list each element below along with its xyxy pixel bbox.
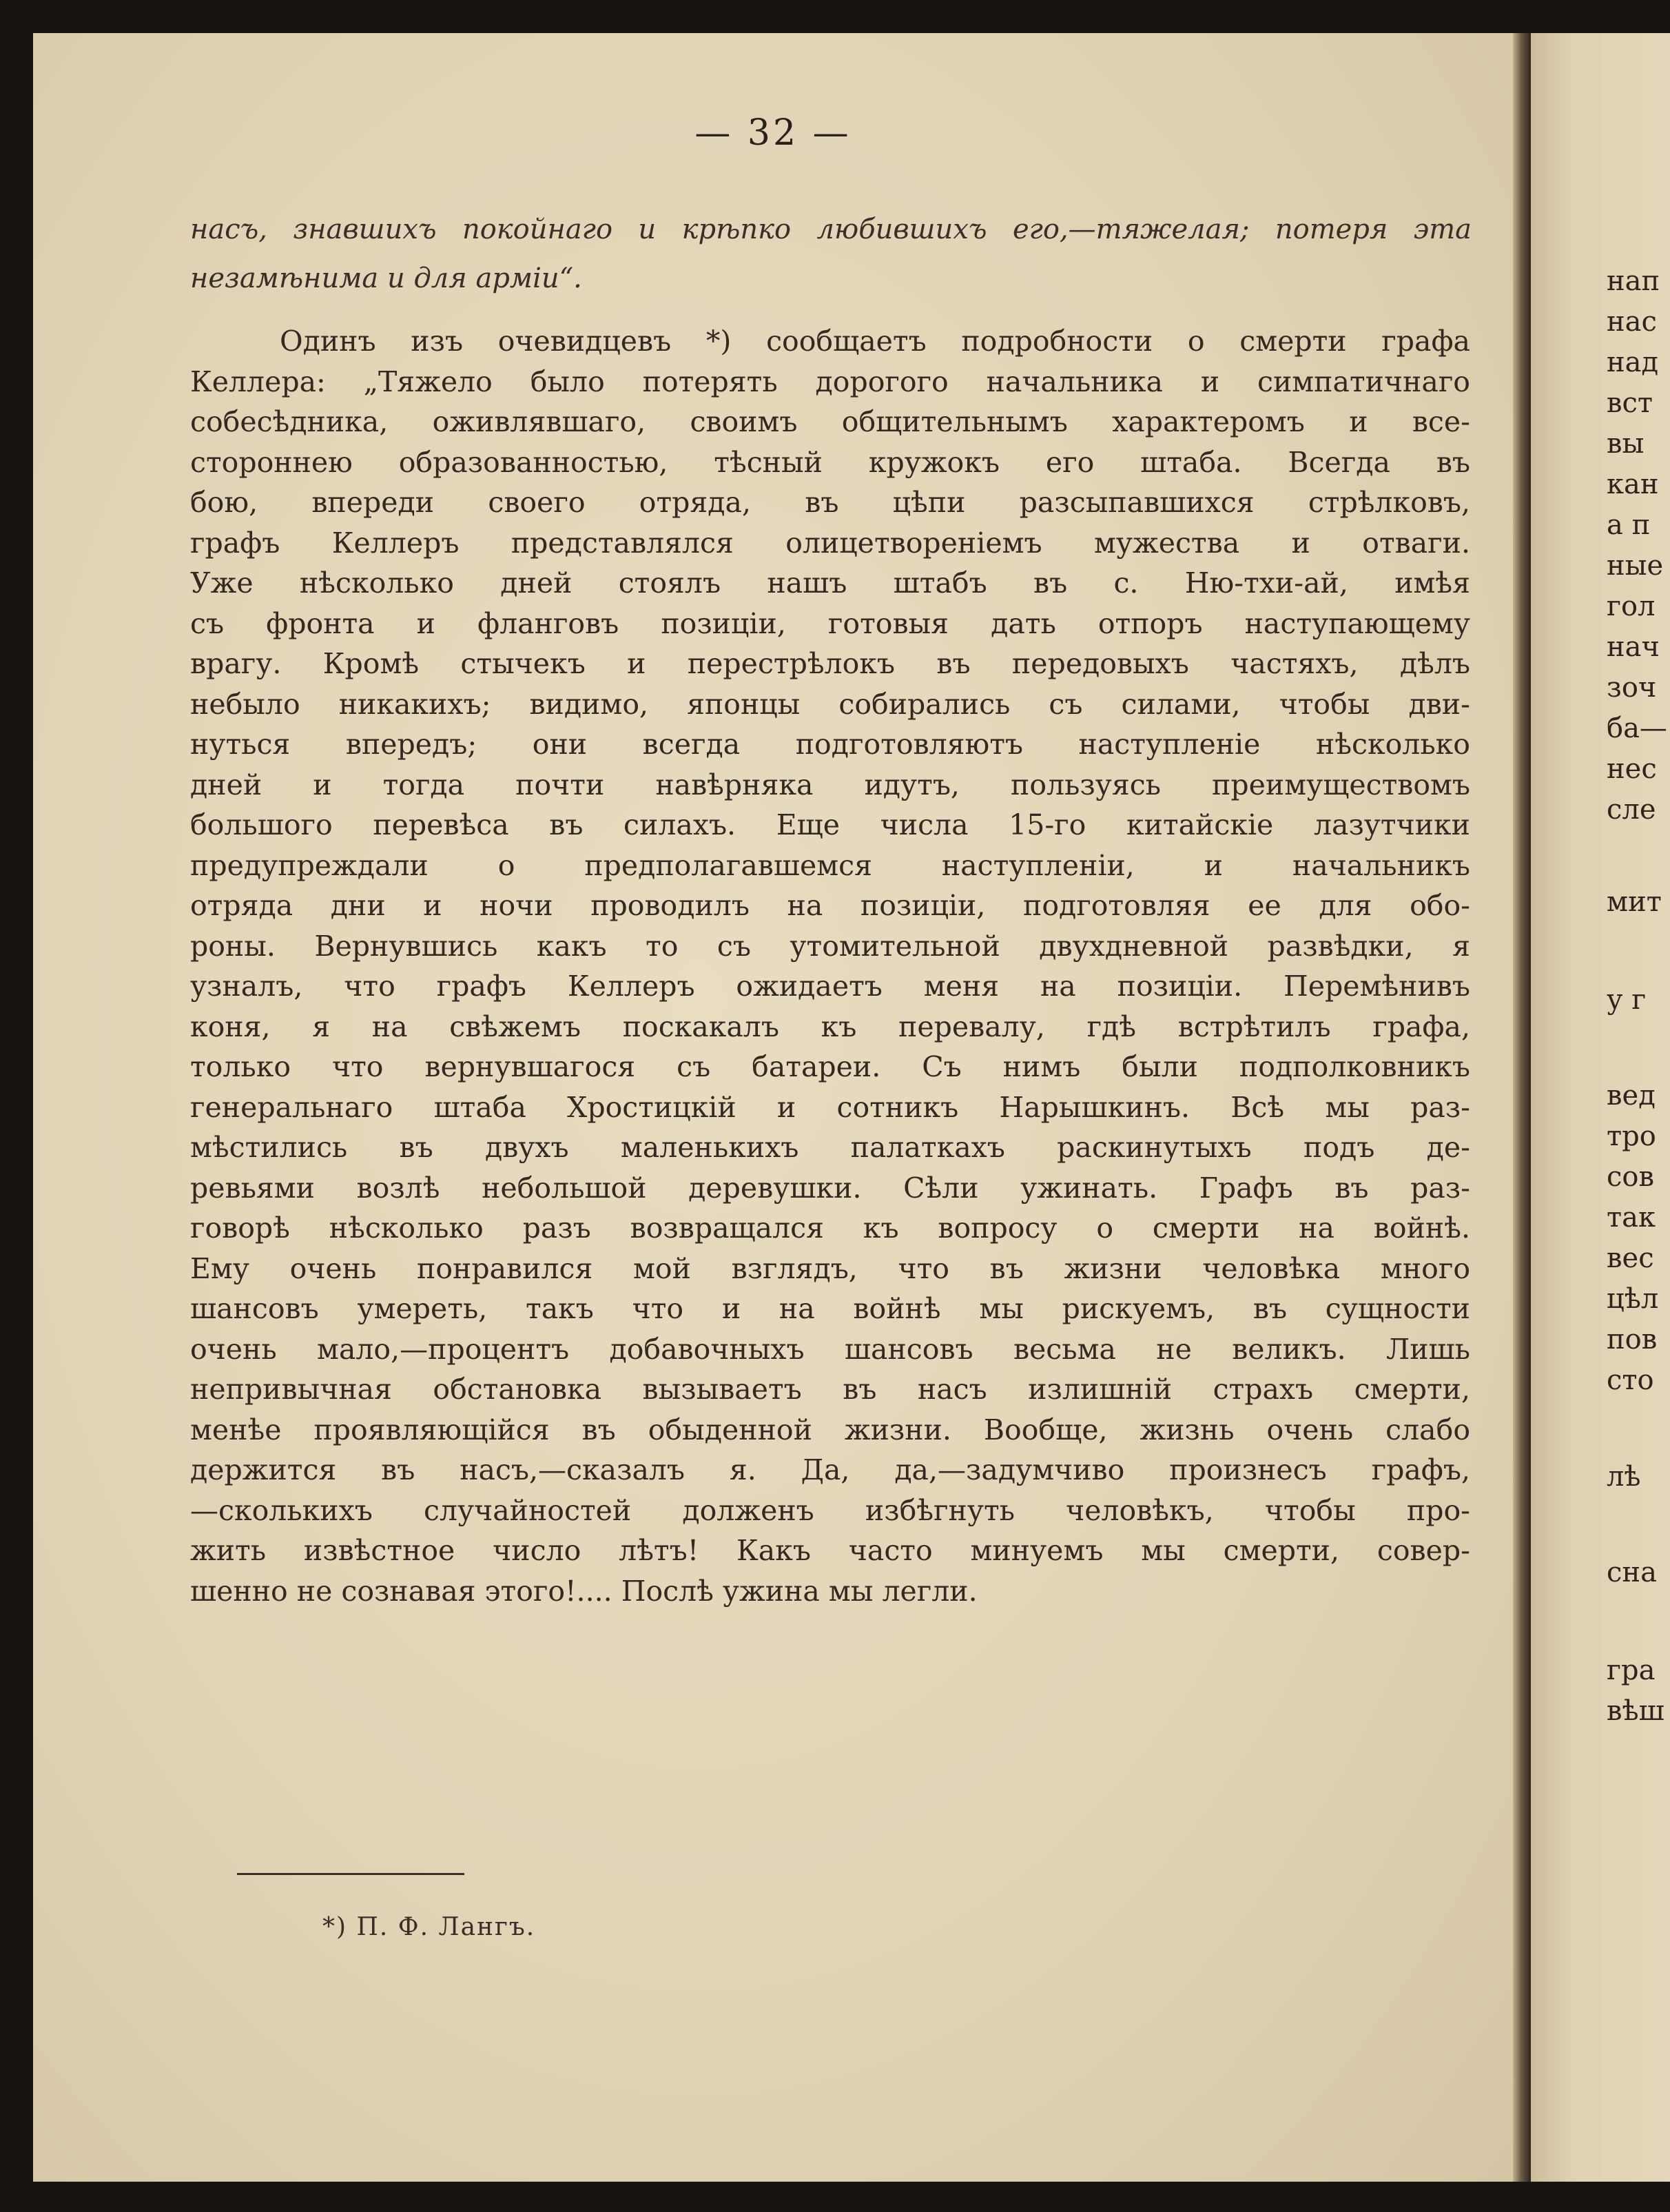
quote-line: незамѣнима и для арміи“. bbox=[190, 263, 582, 294]
facing-line-fragment: зоч bbox=[1607, 672, 1657, 704]
body-line: Одинъ изъ очевидцевъ *) сообщаетъ подробности о смерти графа bbox=[280, 325, 1470, 358]
book-gutter bbox=[1513, 33, 1531, 2182]
body-line: Уже нѣсколько дней стоялъ нашъ штабъ въ с. Ню-тхи-ай, имѣя bbox=[190, 566, 1470, 600]
footnote-divider bbox=[237, 1873, 464, 1875]
body-line: врагу. Кромѣ стычекъ и перестрѣлокъ въ передовыхъ частяхъ, дѣлъ bbox=[190, 647, 1470, 680]
facing-line-fragment: сна bbox=[1607, 1557, 1657, 1588]
facing-line-fragment: нап bbox=[1607, 265, 1660, 297]
quote-line: насъ, знавшихъ покойнаго и крѣпко любившихъ его,—тяжелая; потеря эта bbox=[190, 214, 1472, 245]
body-line: роны. Вернувшись какъ то съ утомительной двухдневной развѣдки, я bbox=[190, 929, 1470, 963]
facing-line-fragment: кан bbox=[1607, 469, 1659, 500]
body-line: нуться впередъ; они всегда подготовляютъ наступленіе нѣсколько bbox=[190, 728, 1470, 761]
facing-line-fragment: гол bbox=[1607, 591, 1656, 622]
body-line: очень мало,—процентъ добавочныхъ шансовъ весьма не великъ. Лишь bbox=[190, 1332, 1470, 1366]
body-line: говорѣ нѣсколько разъ возвращался къ вопросу о смерти на войнѣ. bbox=[190, 1211, 1470, 1245]
body-line: стороннею образованностью, тѣсный кружокъ его штаба. Всегда въ bbox=[190, 445, 1470, 479]
facing-line-fragment: цѣл bbox=[1607, 1283, 1659, 1315]
facing-line-fragment: а п bbox=[1607, 509, 1651, 541]
facing-line-fragment: сто bbox=[1607, 1364, 1654, 1396]
facing-page bbox=[1531, 33, 1670, 2182]
body-line: графъ Келлеръ представлялся олицетвореніемъ мужества и отваги. bbox=[190, 526, 1470, 560]
body-line: жить извѣстное число лѣтъ! Какъ часто минуемъ мы смерти, совер- bbox=[190, 1534, 1470, 1567]
quote-paragraph bbox=[190, 205, 1472, 303]
left-page bbox=[33, 33, 1513, 2182]
body-line: —сколькихъ случайностей долженъ избѣгнуть человѣкъ, чтобы про- bbox=[190, 1493, 1470, 1527]
body-line: съ фронта и фланговъ позиціи, готовыя дать отпоръ наступающему bbox=[190, 606, 1470, 640]
body-line: небыло никакихъ; видимо, японцы собирались съ силами, чтобы дви- bbox=[190, 687, 1470, 721]
body-line: ревьями возлѣ небольшой деревушки. Сѣли ужинать. Графъ въ раз- bbox=[190, 1171, 1470, 1205]
page-number: — 32 — bbox=[694, 112, 852, 154]
facing-line-fragment: пов bbox=[1607, 1324, 1658, 1355]
facing-line-fragment: нас bbox=[1607, 306, 1657, 338]
body-line: непривычная обстановка вызываетъ въ насъ излишній страхъ смерти, bbox=[190, 1373, 1470, 1406]
facing-line-fragment: лѣ bbox=[1607, 1461, 1641, 1493]
facing-line-fragment: ные bbox=[1607, 550, 1664, 582]
body-line: держится въ насъ,—сказалъ я. Да, да,—задумчиво произнесъ графъ, bbox=[190, 1453, 1470, 1486]
footnote: *) П. Ф. Лангъ. bbox=[322, 1913, 536, 1941]
facing-line-fragment: вед bbox=[1607, 1080, 1656, 1112]
facing-line-fragment: сле bbox=[1607, 794, 1656, 826]
body-line: менѣе проявляющійся въ обыденной жизни. Вообще, жизнь очень слабо bbox=[190, 1413, 1470, 1446]
facing-line-fragment: так bbox=[1607, 1202, 1656, 1233]
facing-line-fragment: вес bbox=[1607, 1242, 1654, 1274]
body-line: Ему очень понравился мой взглядъ, что въ жизни человѣка много bbox=[190, 1251, 1470, 1285]
facing-line-fragment: нес bbox=[1607, 753, 1657, 785]
facing-line-fragment: нач bbox=[1607, 631, 1660, 663]
facing-line-fragment: над bbox=[1607, 347, 1659, 378]
facing-line-fragment: сов bbox=[1607, 1161, 1655, 1193]
body-paragraph bbox=[190, 321, 1470, 1611]
body-line: собесѣдника, оживлявшаго, своимъ общительнымъ характеромъ и все- bbox=[190, 405, 1470, 438]
body-line: бою, впереди своего отряда, въ цѣпи разсыпавшихся стрѣлковъ, bbox=[190, 486, 1470, 519]
body-line: шансовъ умереть, такъ что и на войнѣ мы рискуемъ, въ сущности bbox=[190, 1292, 1470, 1325]
body-line: дней и тогда почти навѣрняка идутъ, пользуясь преимуществомъ bbox=[190, 768, 1470, 801]
body-line: коня, я на свѣжемъ поскакалъ къ перевалу, гдѣ встрѣтилъ графа, bbox=[190, 1010, 1470, 1043]
facing-line-fragment: вы bbox=[1607, 428, 1645, 460]
facing-line-fragment: мит bbox=[1607, 886, 1662, 918]
body-line: отряда дни и ночи проводилъ на позиціи, подготовляя ее для обо- bbox=[190, 889, 1470, 922]
facing-line-fragment: у г bbox=[1607, 984, 1647, 1016]
body-line: генеральнаго штаба Хростицкій и сотникъ Нарышкинъ. Всѣ мы раз- bbox=[190, 1090, 1470, 1124]
body-line: большого перевѣса въ силахъ. Еще числа 15-го китайскіе лазутчики bbox=[190, 808, 1470, 841]
scan-bottom-edge bbox=[0, 2182, 1670, 2212]
body-line: мѣстились въ двухъ маленькихъ палаткахъ раскинутыхъ подъ де- bbox=[190, 1131, 1470, 1164]
body-line: шенно не сознавая этого!.... Послѣ ужина мы легли. bbox=[190, 1574, 978, 1608]
facing-line-fragment: гра bbox=[1607, 1655, 1656, 1686]
facing-line-fragment: вст bbox=[1607, 387, 1653, 419]
facing-line-fragment: тро bbox=[1607, 1120, 1656, 1152]
body-line: только что вернувшагося съ батареи. Съ нимъ были подполковникъ bbox=[190, 1050, 1470, 1083]
body-line: узналъ, что графъ Келлеръ ожидаетъ меня на позиціи. Перемѣнивъ bbox=[190, 970, 1470, 1003]
body-line: предупреждали о предполагавшемся наступленіи, и начальникъ bbox=[190, 848, 1470, 882]
facing-line-fragment: ба— bbox=[1607, 713, 1667, 744]
body-line: Келлера: „Тяжело было потерять дорогого начальника и симпатичнаго bbox=[190, 365, 1470, 398]
facing-line-fragment: вѣш bbox=[1607, 1695, 1664, 1727]
